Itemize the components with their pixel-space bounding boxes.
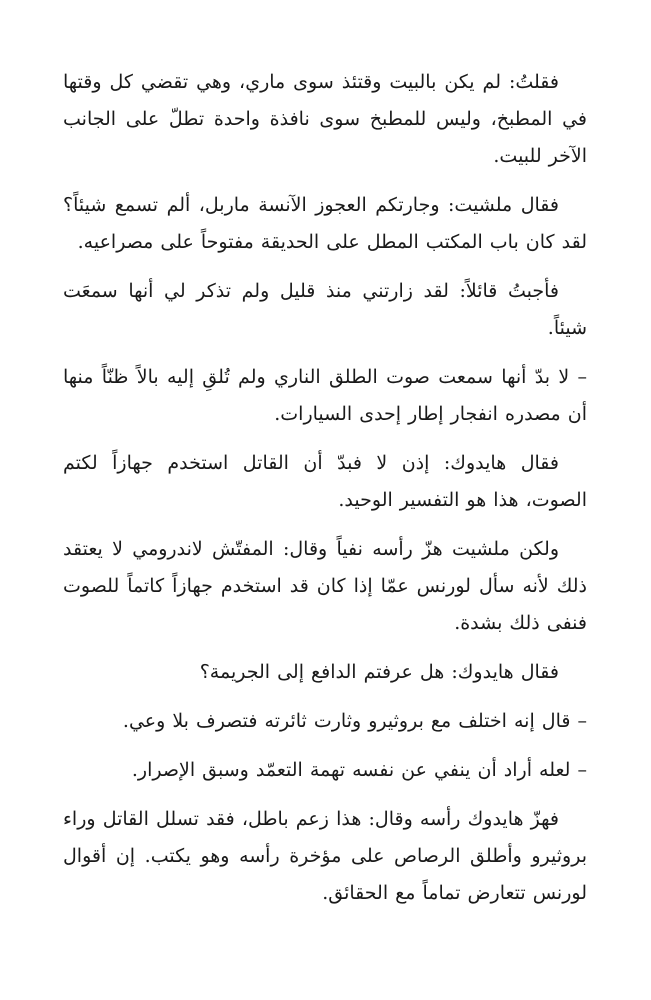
paragraph: فقال هايدوك: هل عرفتم الدافع إلى الجريمة؟ xyxy=(199,661,559,683)
paragraph: فهزّ هايدوك رأسه وقال: هذا زعم باطل، فقد تسلل القاتل وراء بروثيرو وأطلق الرصاص على مؤخرة رأسه وهو يكتب. إن أقوال لورنس تتعارض تماماً مع الحقائق. xyxy=(63,808,587,904)
paragraph: فأجبتُ قائلاً: لقد زارتني منذ قليل ولم تذكر لي أنها سمعَت شيئاً. xyxy=(63,280,587,339)
dialogue-paragraph: – لا بدّ أنها سمعت صوت الطلق الناري ولم تُلقِ إليه بالاً ظنّاً منها أن مصدره انفجار إطار إحدى السيارات. xyxy=(63,366,587,425)
dialogue-paragraph: – لعله أراد أن ينفي عن نفسه تهمة التعمّد وسبق الإصرار. xyxy=(131,759,587,781)
dialogue-paragraph: – قال إنه اختلف مع بروثيرو وثارت ثائرته فتصرف بلا وعي. xyxy=(122,710,587,732)
paragraph: فقال هايدوك: إذن لا فبدّ أن القاتل استخدم جهازاً لكتم الصوت، هذا هو التفسير الوحيد. xyxy=(63,452,587,511)
paragraph: ولكن ملشيت هزّ رأسه نفياً وقال: المفتّش لاندرومي لا يعتقد ذلك لأنه سأل لورنس عمّا إذا كان قد استخدم جهازاً كاتماً للصوت فنفى ذلك بشدة. xyxy=(63,538,587,634)
paragraph: فقلتُ: لم يكن بالبيت وقتئذ سوى ماري، وهي تقضي كل وقتها في المطبخ، وليس للمطبخ سوى نافذة واحدة تطلّ على الجانب الآخر للبيت. xyxy=(63,71,587,167)
book-page xyxy=(63,64,587,924)
paragraph: فقال ملشيت: وجارتكم العجوز الآنسة ماربل، ألم تسمع شيئاً؟ لقد كان باب المكتب المطل على الحديقة مفتوحاً على مصراعيه. xyxy=(63,194,587,253)
